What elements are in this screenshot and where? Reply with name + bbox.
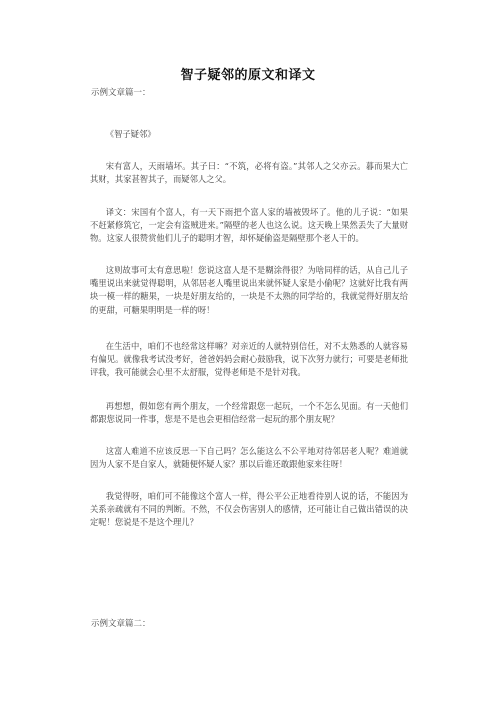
- paragraph-translation: 译文：宋国有个富人，有一天下雨把个富人家的墙被毁坏了。他的儿子说：“如果不赶紧修筑它，一定会有盗贼进来。”隔壁的老人也这么说。这天晚上果然丢失了大量财物。这家人很赞赏他们儿子的聪明才智，却怀疑偷盗是隔壁那个老人干的。: [90, 207, 408, 244]
- paragraph-commentary-2: 在生活中，咱们不也经常这样嘛？对亲近的人就特别信任，对不太熟悉的人就容易有偏见。就像我考试没考好，爸爸妈妈会耐心鼓励我，说下次努力就行；可要是老师批评我，我可能就会心里不太舒服，觉得老师是不是针对我。: [90, 341, 408, 378]
- sample-one-label: 示例文章篇一：: [91, 88, 151, 98]
- paragraph-commentary-1: 这则故事可太有意思啦！您说这富人是不是糊涂得很？为啥同样的话，从自己儿子嘴里说出来就觉得聪明，从邻居老人嘴里说出来就怀疑人家是小偷呢？这就好比我有两块一模一样的糖果，一块是好朋友给的，一块是不太熟的同学给的，我就觉得好朋友给的更甜，可糖果明明是一样的呀！: [90, 265, 408, 315]
- paragraph-original-text: 宋有富人，天雨墙坏。其子曰：“不筑，必将有盗。”其邻人之父亦云。暮而果大亡其财，其家甚智其子，而疑邻人之父。: [90, 161, 408, 185]
- paragraph-commentary-3: 再想想，假如您有两个朋友，一个经常跟您一起玩，一个不怎么见面。有一天他们都跟您说同一件事，您是不是也会更相信经常一起玩的那个朋友呢？: [90, 401, 408, 425]
- document-title: 智子疑邻的原文和译文: [180, 68, 316, 83]
- paragraph-source-title: 《智子疑邻》: [105, 129, 156, 139]
- sample-two-label: 示例文章篇二：: [91, 619, 151, 629]
- paragraph-commentary-5: 我觉得呀，咱们可不能像这个富人一样，得公平公正地看待别人说的话，不能因为关系亲疏就有不同的判断。不然，不仅会伤害别人的感情，还可能让自己做出错误的决定呢！您说是不是这个理儿？: [90, 491, 408, 528]
- paragraph-commentary-4: 这富人难道不应该反思一下自己吗？怎么能这么不公平地对待邻居老人呢？难道就因为人家不是自家人，就随便怀疑人家？那以后谁还敢跟他家来往呀！: [90, 446, 408, 470]
